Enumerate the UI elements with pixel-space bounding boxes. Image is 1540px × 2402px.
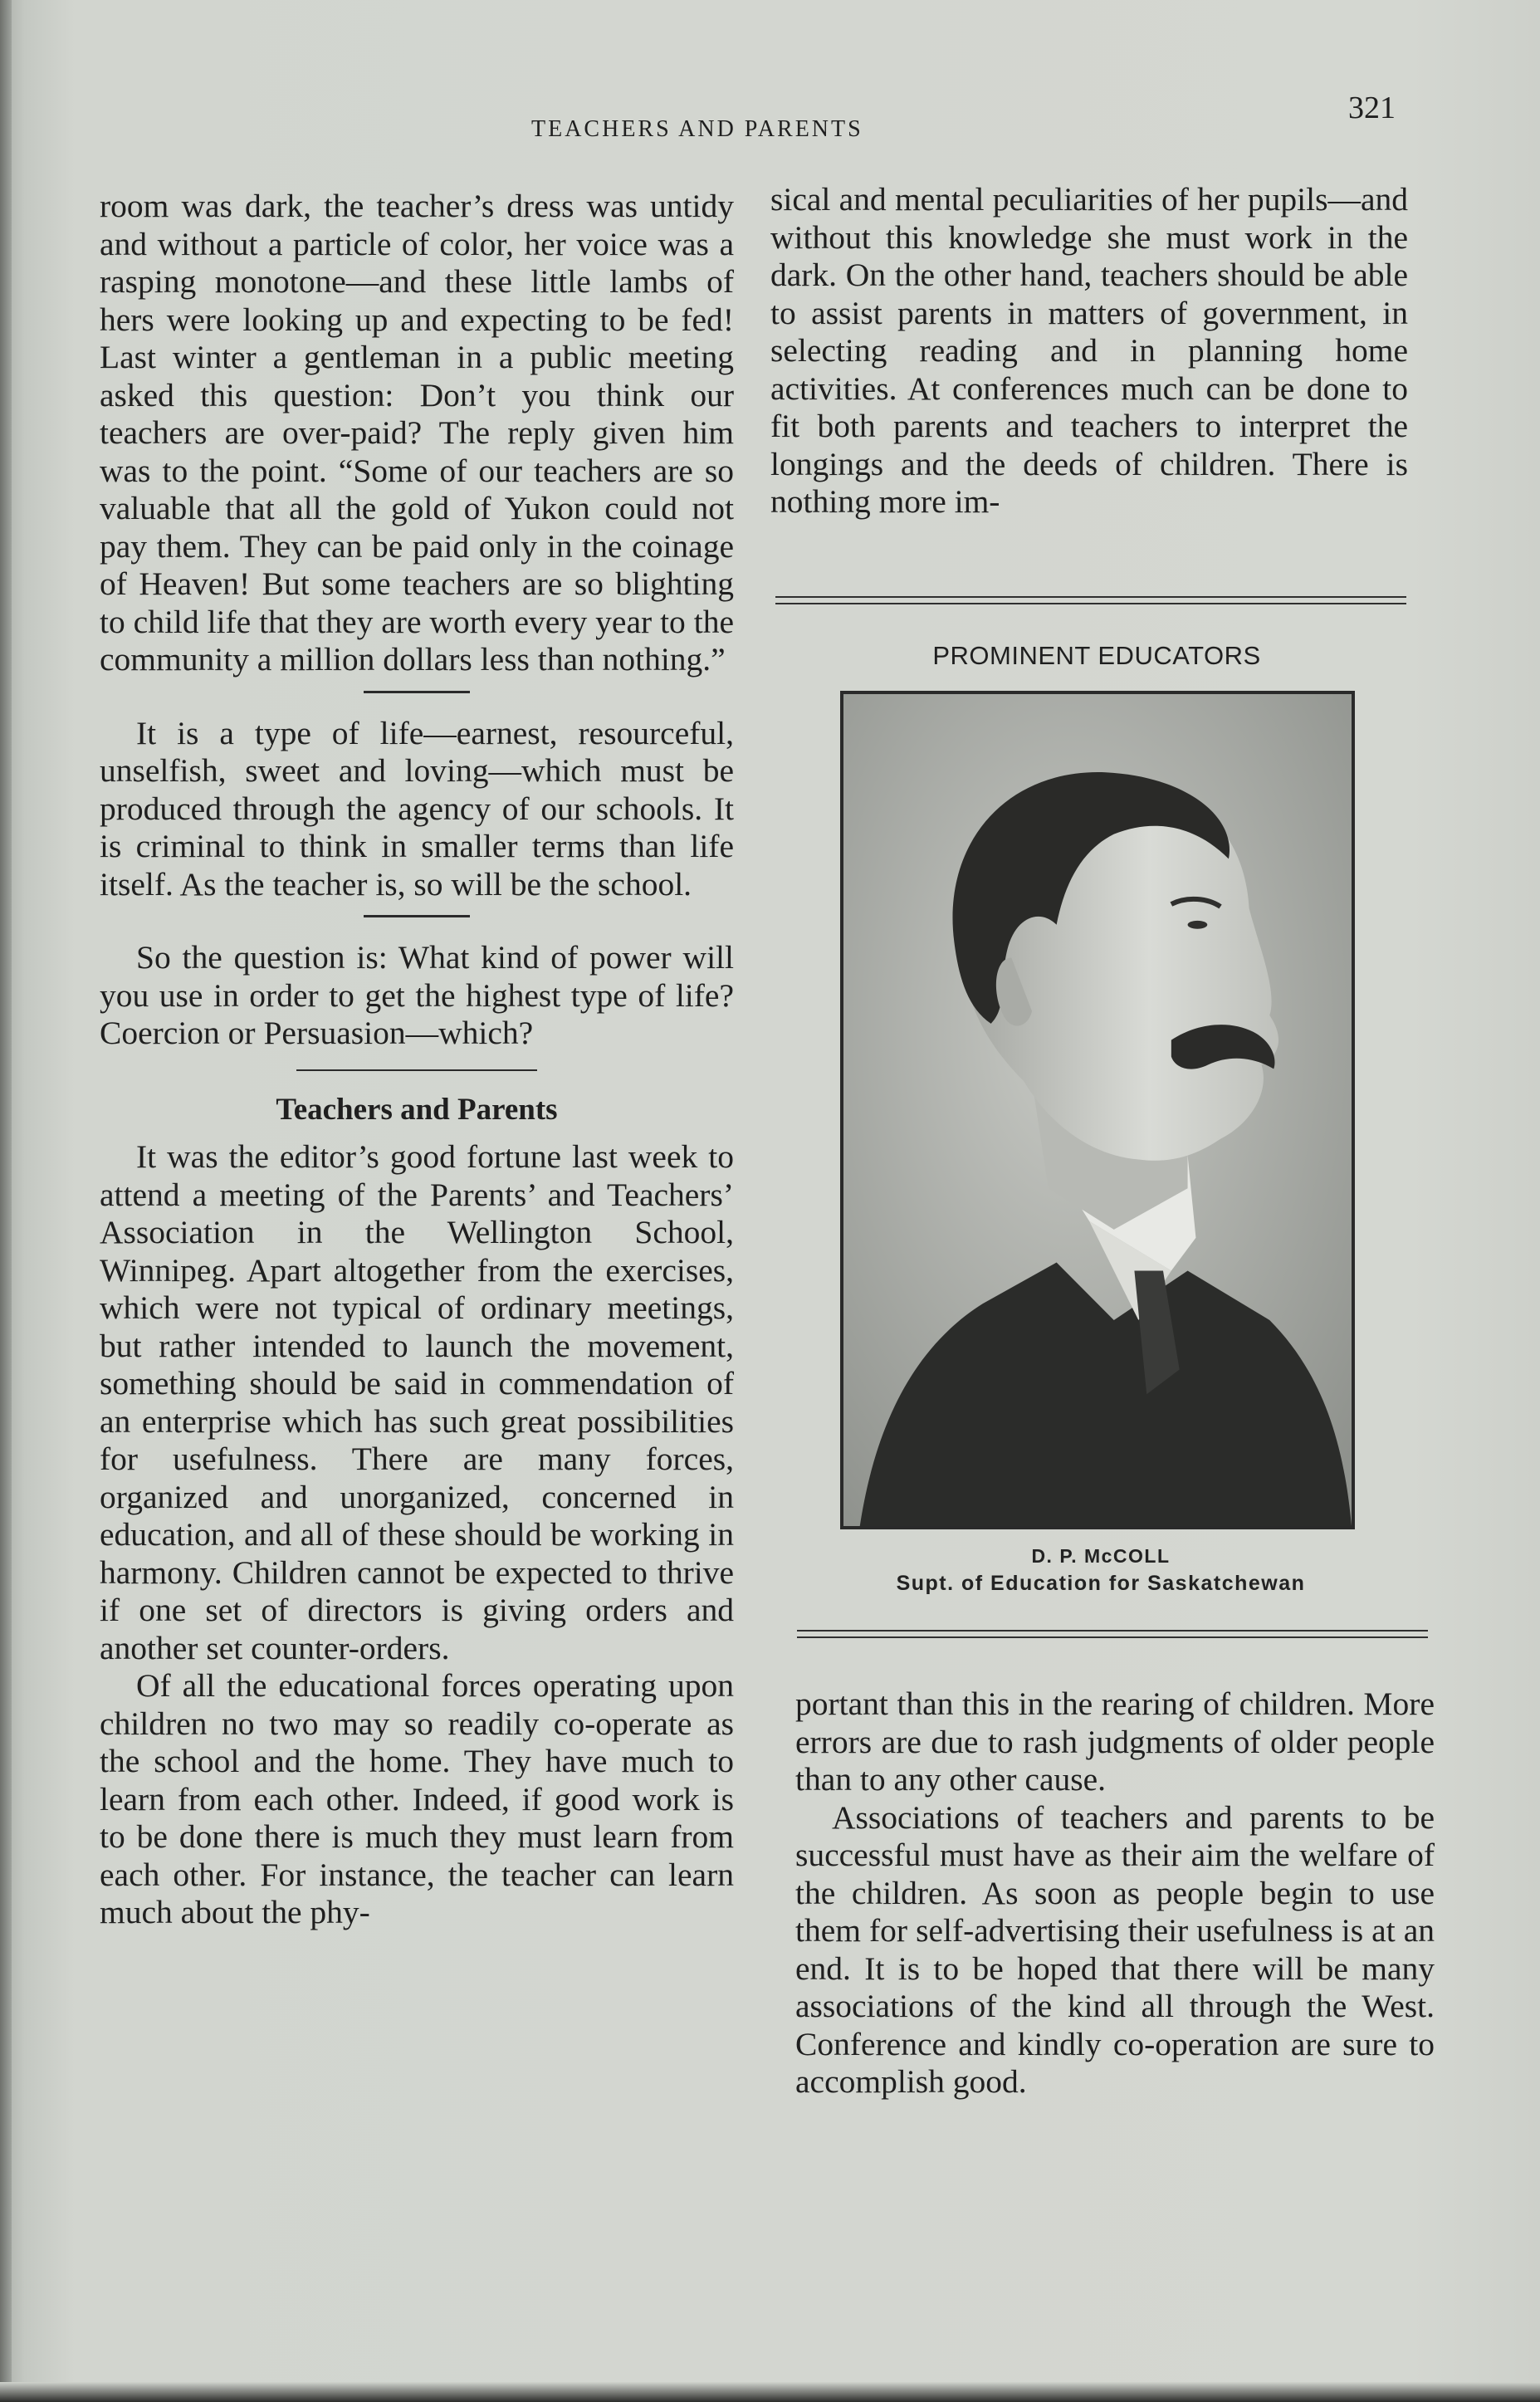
section-heading: Teachers and Parents: [276, 1092, 558, 1127]
caption-name: D. P. McCOLL: [1031, 1545, 1171, 1567]
right-column-top: [770, 181, 1408, 521]
paragraph: room was dark, the teacher’s dress was untidy and without a particle of color, her voice was a rasping monotone—and these little lambs of hers were looking up and expecting to be fed! Last winter a gentleman in a public meeting asked this question: Don’t you think our teachers are over-paid? The reply given him was to the point. “Some of our teachers are so valuable that all the gold of Yukon could not pay them. They can be paid only in the coinage of Heaven! But some teachers are so blighting to child life that they are worth every year to the community a million dollars less than nothing.”: [100, 188, 734, 678]
running-head: TEACHERS AND PARENTS: [531, 116, 863, 142]
paragraph: portant than this in the rearing of children. More errors are due to rash judgments of older people than to any other cause.: [795, 1685, 1435, 1798]
paragraph: sical and mental peculiarities of her pupils—and without this knowledge she must work in the dark. On the other hand, teachers should be able to assist parents in matters of government, in selecting reading and in planning home activities. At conferences much can be done to fit both parents and teachers to interpret the longings and the deeds of children. There is nothing more im-: [770, 181, 1408, 520]
paragraph: Of all the educational forces operating upon children no two may so readily co-operate as the school and the home. They have much to learn from each other. Indeed, if good work is to be done there is much they must learn from each other. For instance, the teacher can learn much about the phy-: [100, 1667, 734, 1930]
caption-title: Supt. of Education for Saskatchewan: [896, 1572, 1306, 1595]
section-divider: [296, 1069, 537, 1071]
section-divider: [364, 915, 470, 917]
paragraph: It is a type of life—earnest, resourceful, unselfish, sweet and loving—which must be produced through the agency of our schools. It is criminal to think in smaller terms than life itself. As the teacher is, so will be the school.: [100, 714, 734, 903]
box-bottom-rule: [797, 1630, 1428, 1638]
page-bottom-edge: [0, 2382, 1540, 2402]
left-column: [100, 188, 734, 1932]
portrait-illustration: [843, 694, 1352, 1526]
right-column-bottom: [795, 1685, 1435, 2101]
paragraph: Associations of teachers and parents to be successful must have as their aim the welfare of the children. As soon as people begin to use them for self-advertising their usefulness is at an end. It is to be hoped that there will be many associations of the kind all through the West. Conference and kindly co-operation are sure to accomplish good.: [795, 1798, 1435, 2100]
box-heading: PROMINENT EDUCATORS: [932, 641, 1261, 670]
paragraph: It was the editor’s good fortune last week to attend a meeting of the Parents’ and Teachers’ Association in the Wellington School, Winnipeg. Apart altogether from the exercises, which were not typical of ordinary meetings, but rather intended to launch the movement, something should be said in commendation of an enterprise which has such great possibilities for usefulness. There are many forces, organized and unorganized, concerned in education, and all of these should be working in harmony. Children cannot be expected to thrive if one set of directors is giving orders and another set counter-orders.: [100, 1138, 734, 1666]
portrait-photo: [840, 691, 1355, 1529]
paragraph: So the question is: What kind of power will you use in order to get the highest type of life? Coercion or Persuasion—which?: [100, 939, 734, 1051]
page-number: 321: [1348, 91, 1396, 125]
box-top-rule: [775, 596, 1406, 604]
binding-edge: [0, 0, 12, 2402]
section-divider: [364, 691, 470, 693]
photo-caption: [835, 1543, 1366, 1597]
